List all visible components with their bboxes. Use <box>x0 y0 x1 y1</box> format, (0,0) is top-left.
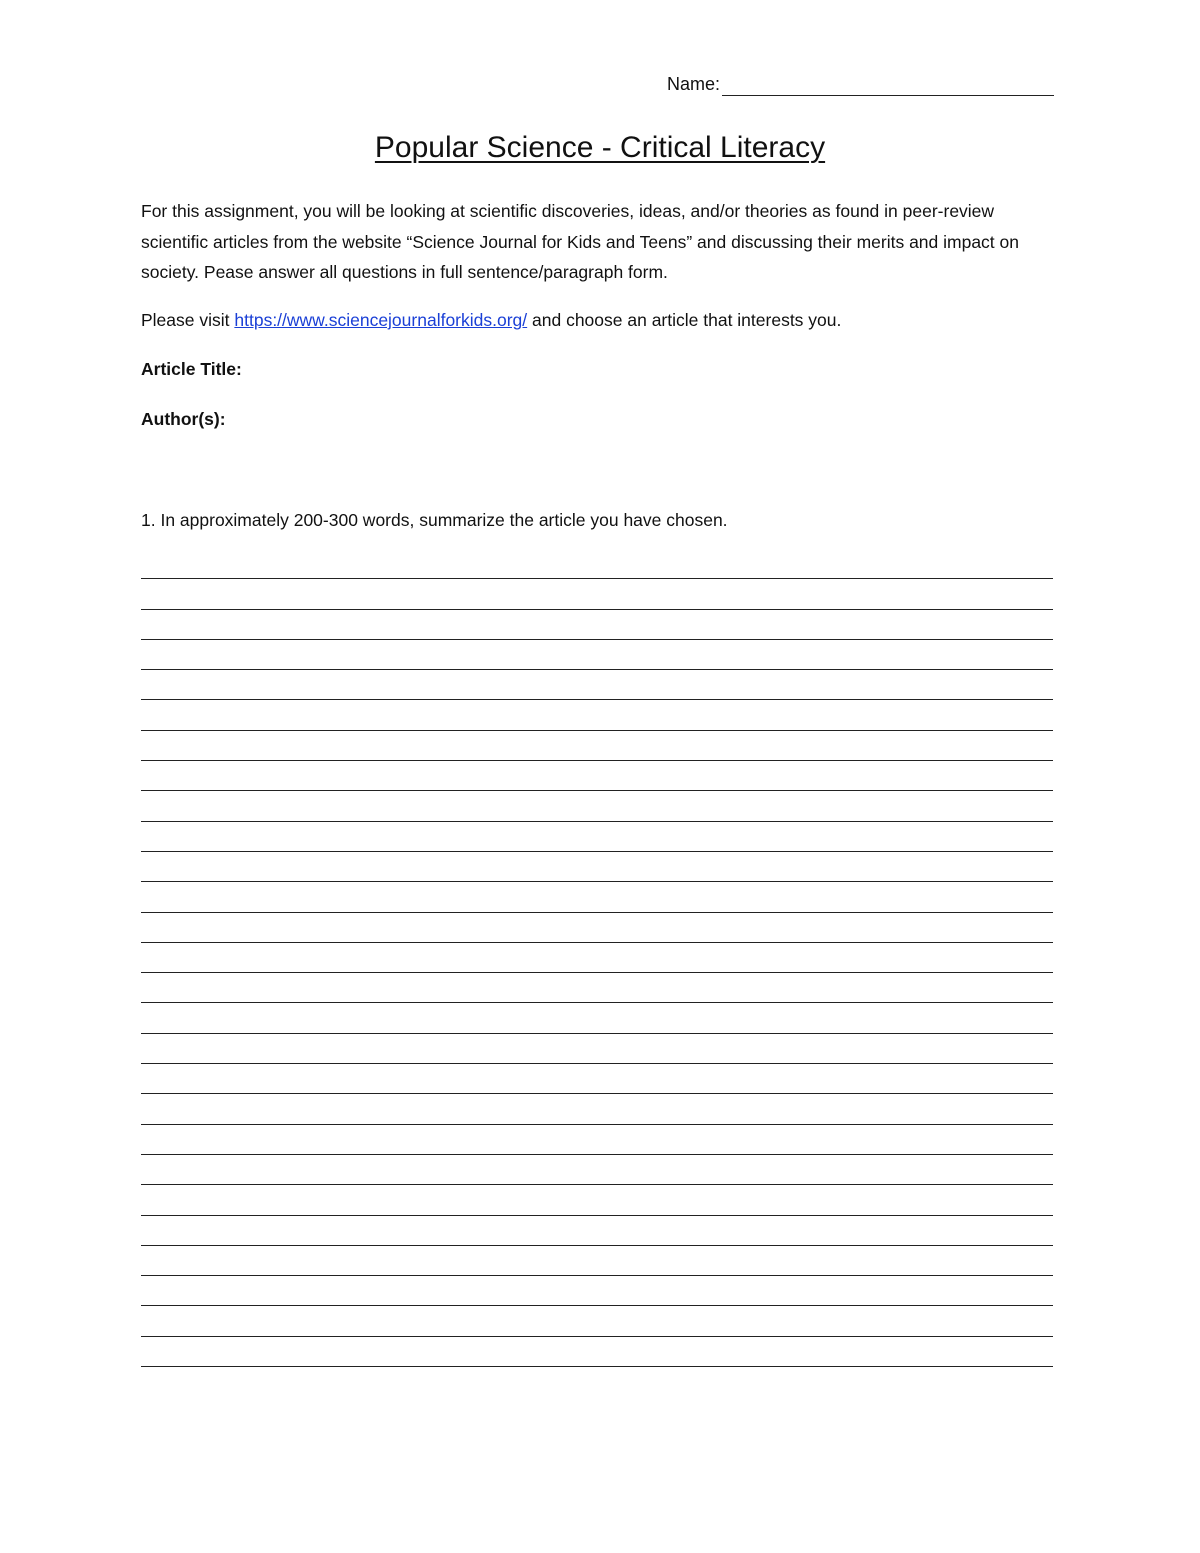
name-blank-line[interactable] <box>722 77 1054 96</box>
answer-line[interactable] <box>141 1125 1053 1155</box>
answer-line[interactable] <box>141 700 1053 730</box>
answer-line[interactable] <box>141 549 1053 579</box>
answer-line[interactable] <box>141 610 1053 640</box>
answer-line[interactable] <box>141 731 1053 761</box>
answer-line[interactable] <box>141 579 1053 609</box>
answer-line[interactable] <box>141 913 1053 943</box>
answer-line[interactable] <box>141 1306 1053 1336</box>
answer-line[interactable] <box>141 882 1053 912</box>
answer-line[interactable] <box>141 1094 1053 1124</box>
answer-line[interactable] <box>141 822 1053 852</box>
visit-instructions <box>141 306 841 334</box>
answer-line[interactable] <box>141 1155 1053 1185</box>
answer-line[interactable] <box>141 973 1053 1003</box>
answer-line[interactable] <box>141 640 1053 670</box>
name-label: Name: <box>667 74 721 94</box>
answer-line[interactable] <box>141 1246 1053 1276</box>
page-title: Popular Science - Critical Literacy <box>374 131 826 164</box>
answer-line[interactable] <box>141 1337 1053 1367</box>
answer-line[interactable] <box>141 791 1053 821</box>
visit-prefix: Please visit <box>141 310 235 330</box>
answer-line[interactable] <box>141 1034 1053 1064</box>
name-row <box>667 72 1054 96</box>
question-1: 1. In approximately 200-300 words, summarize the article you have chosen. <box>141 510 728 530</box>
authors-label: Author(s): <box>141 409 226 429</box>
answer-line[interactable] <box>141 761 1053 791</box>
answer-line[interactable] <box>141 1185 1053 1215</box>
answer-line[interactable] <box>141 943 1053 973</box>
answer-lines[interactable] <box>141 549 1053 1367</box>
visit-suffix: and choose an article that interests you. <box>527 310 842 330</box>
intro-paragraph: For this assignment, you will be looking at scientific discoveries, ideas, and/or theories as found in peer-review scientific articles from the website “Science Journal for Kids and Teens” and discussing their merits and impact on society. Pease answer all questions in full sentence/paragraph form. <box>141 201 1019 282</box>
answer-line[interactable] <box>141 1276 1053 1306</box>
article-title-label: Article Title: <box>141 359 242 379</box>
answer-line[interactable] <box>141 1003 1053 1033</box>
website-link[interactable]: https://www.sciencejournalforkids.org/ <box>234 310 528 330</box>
answer-line[interactable] <box>141 1216 1053 1246</box>
answer-line[interactable] <box>141 1064 1053 1094</box>
answer-line[interactable] <box>141 670 1053 700</box>
answer-line[interactable] <box>141 852 1053 882</box>
